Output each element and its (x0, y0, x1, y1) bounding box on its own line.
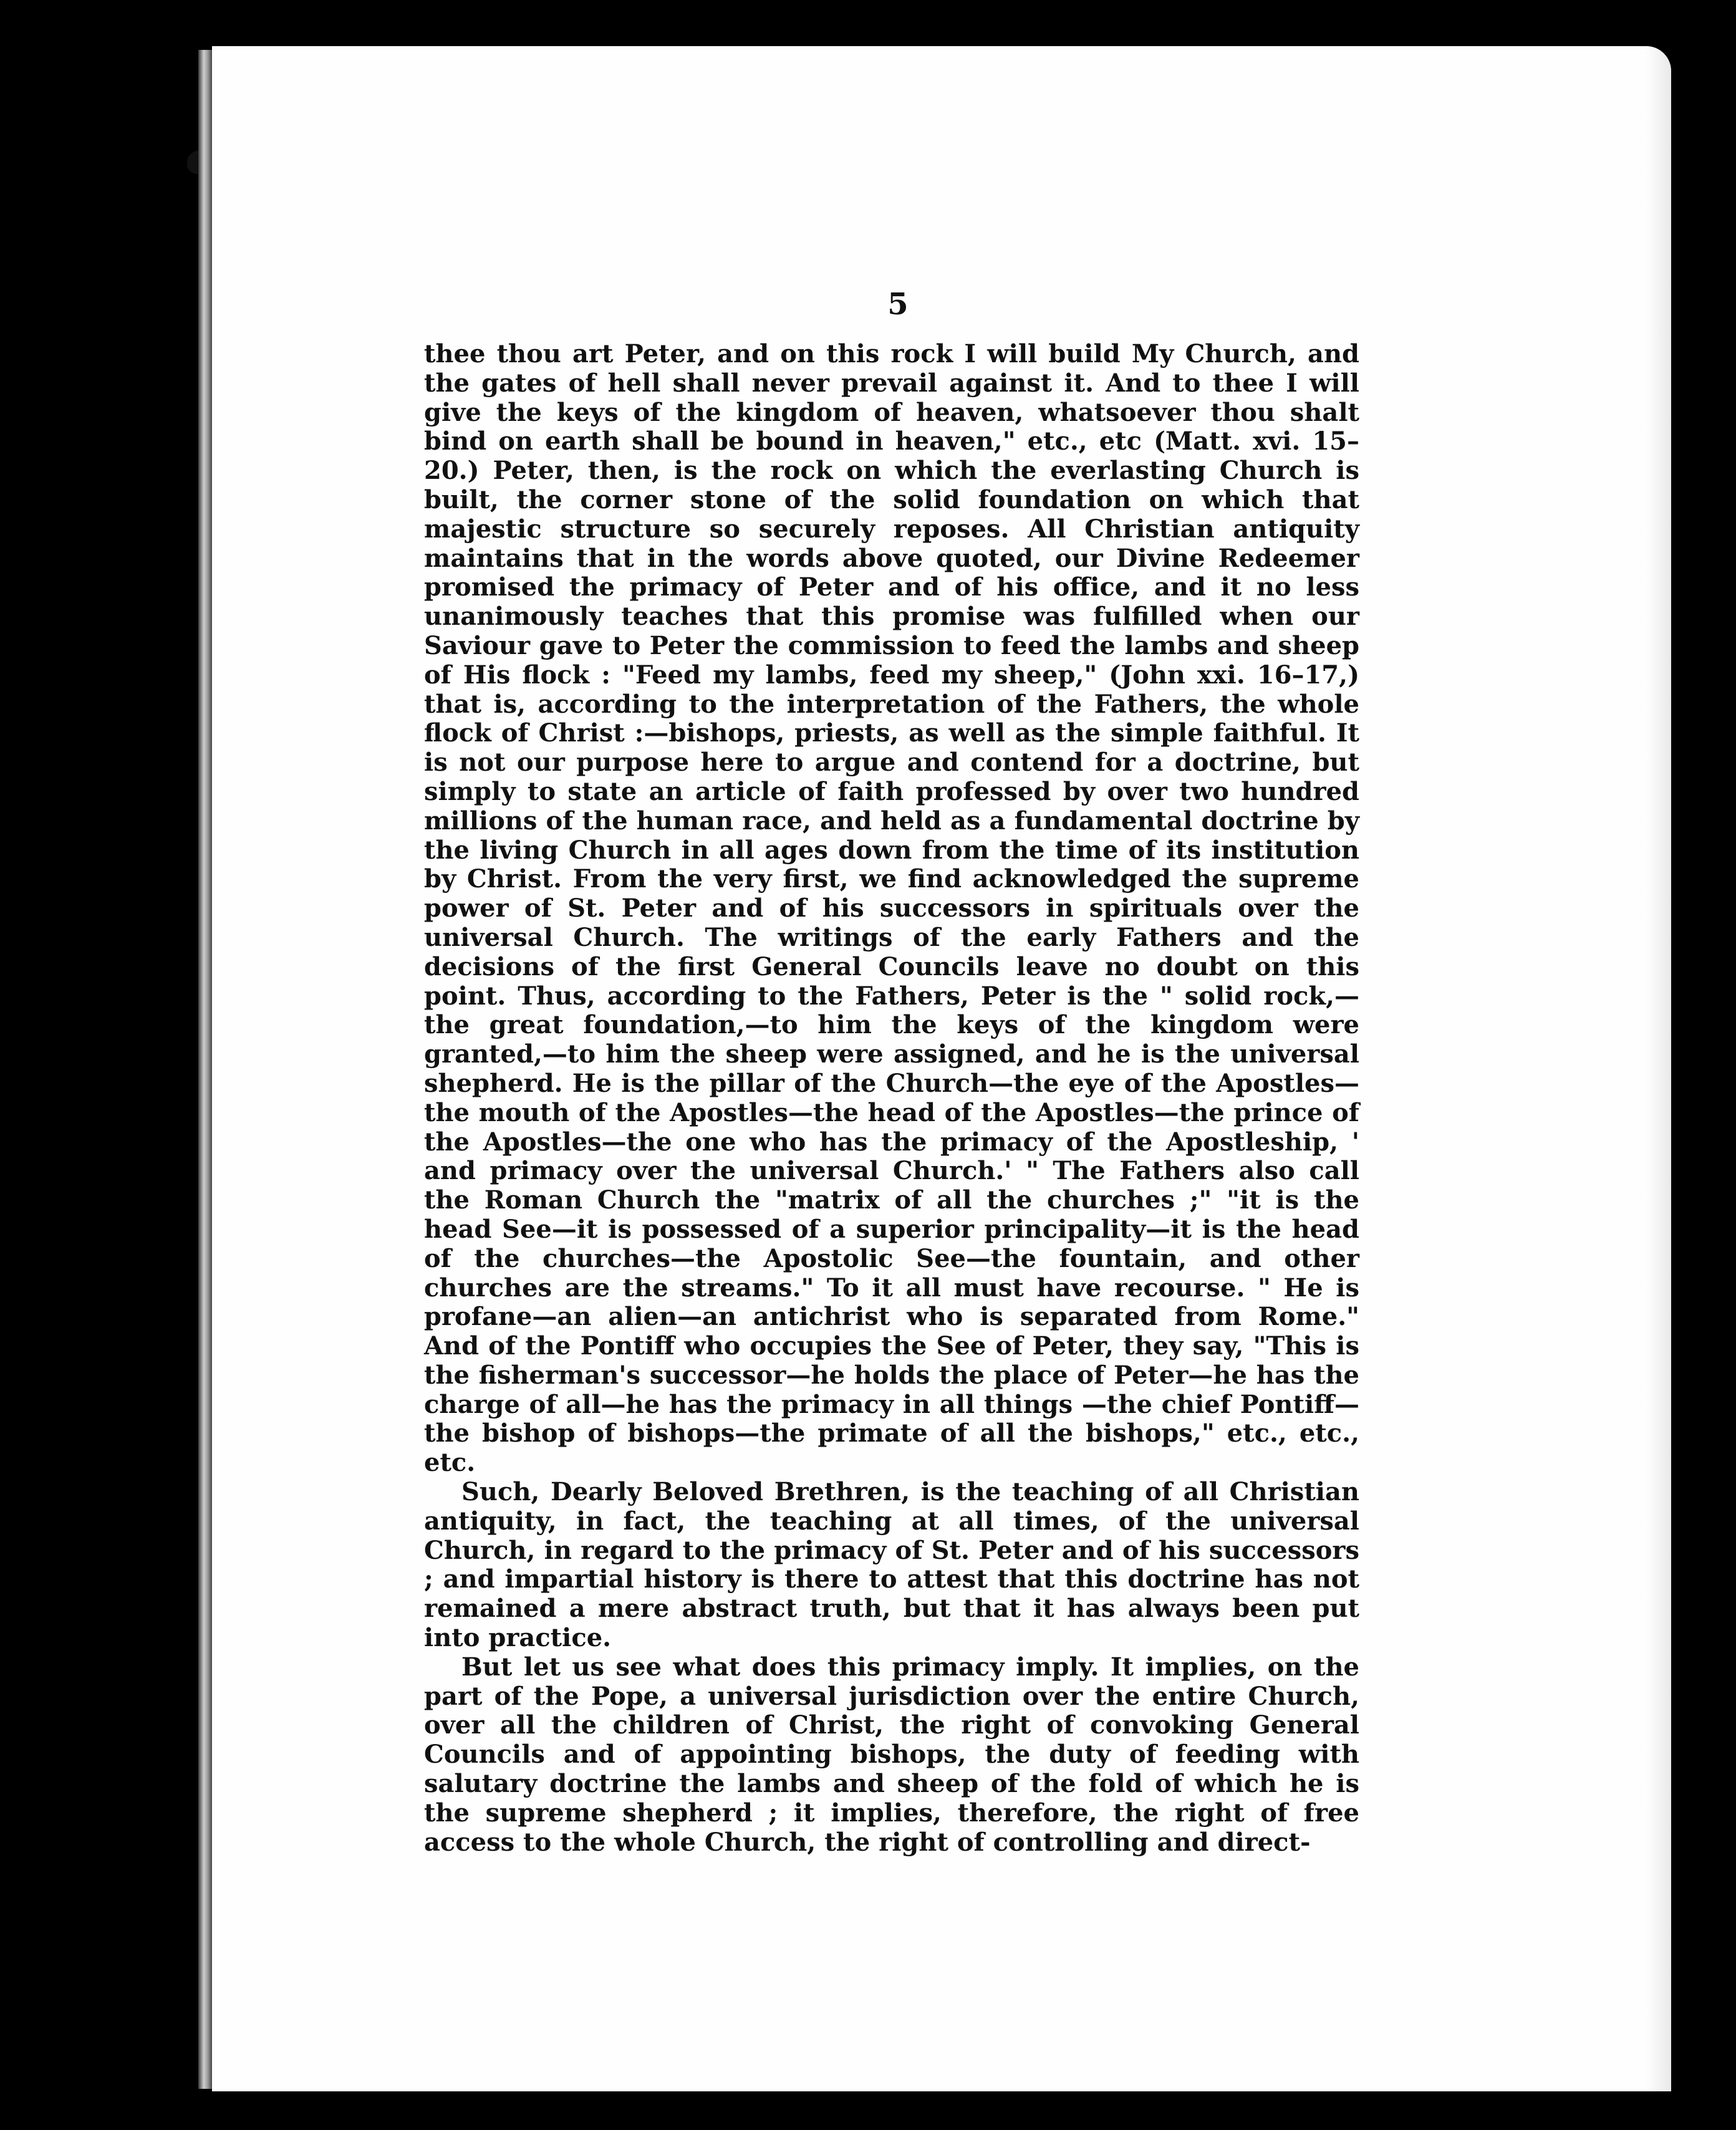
page-number: 5 (887, 287, 909, 322)
paragraph-1: thee thou art Peter, and on this rock I will build My Church, and the gates of hell shall never prevail against it. And to thee I will give the keys of the kingdom of heaven, whatsoever thou shalt bind on earth shall be bound in heaven," etc., etc (Matt. xvi. 15–20.) Peter, then, is the rock on which the everlasting Church is built, the corner stone of the solid foundation on which that majestic structure so securely reposes. All Christian antiquity maintains that in the words above quoted, our Divine Redeemer promised the primacy of Peter and of his office, and it no less unanimously teaches that this promise was fulfilled when our Saviour gave to Peter the commission to feed the lambs and sheep of His flock : "Feed my lambs, feed my sheep," (John xxi. 16–17,) that is, according to the interpretation of the Fathers, the whole flock of Christ :—bishops, priests, as well as the simple faithful. It is not our purpose here to argue and contend for a doctrine, but simply to state an article of faith professed by over two hundred millions of the human race, and held as a fundamental doctrine by the living Church in all ages down from the time of its institution by Christ. From the very first, we find acknowledged the supreme power of St. Peter and of his successors in spirituals over the universal Church. The writings of the early Fathers and the decisions of the first General Councils leave no doubt on this point. Thus, according to the Fathers, Peter is the " solid rock,—the great foundation,—to him the keys of the kingdom were granted,—to him the sheep were assigned, and he is the universal shepherd. He is the pillar of the Church—the eye of the Apostles—the mouth of the Apostles—the head of the Apostles—the prince of the Apostles—the one who has the primacy of the Apostleship, ' and primacy over the universal Church.' " The Fathers also call the Roman Church the "matrix of all the churches ;" "it is the head See—it is possessed of a superior principality—it is the head of the churches—the Apostolic See—the fountain, and other churches are the streams." To it all must have recourse. " He is profane—an alien—an antichrist who is separated from Rome." And of the Pontiff who occupies the See of Peter, they say, "This is the fisherman's successor—he holds the place of Peter—he has the charge of all—he has the primacy in all things —the chief Pontiff—the bishop of bishops—the primate of all the bishops," etc., etc., etc. (424, 339, 1359, 1478)
paragraph-2: Such, Dearly Beloved Brethren, is the teaching of all Christian antiquity, in fact, the teaching at all times, of the universal Church, in regard to the primacy of St. Peter and of his successors ; and impartial history is there to attest that this doctrine has not remained a mere abstract truth, but that it has always been put into practice. (424, 1477, 1359, 1653)
page-edge-shadow (1646, 46, 1671, 2091)
body-text (424, 340, 1359, 1857)
book-spine (198, 50, 212, 2089)
paragraph-3: But let us see what does this primacy imply. It implies, on the part of the Pope, a universal jurisdiction over the entire Church, over all the children of Christ, the right of convoking General Councils and of appointing bishops, the duty of feeding with salutary doctrine the lambs and sheep of the fold of which he is the supreme shepherd ; it implies, therefore, the right of free access to the whole Church, the right of controlling and direct- (424, 1652, 1359, 1857)
